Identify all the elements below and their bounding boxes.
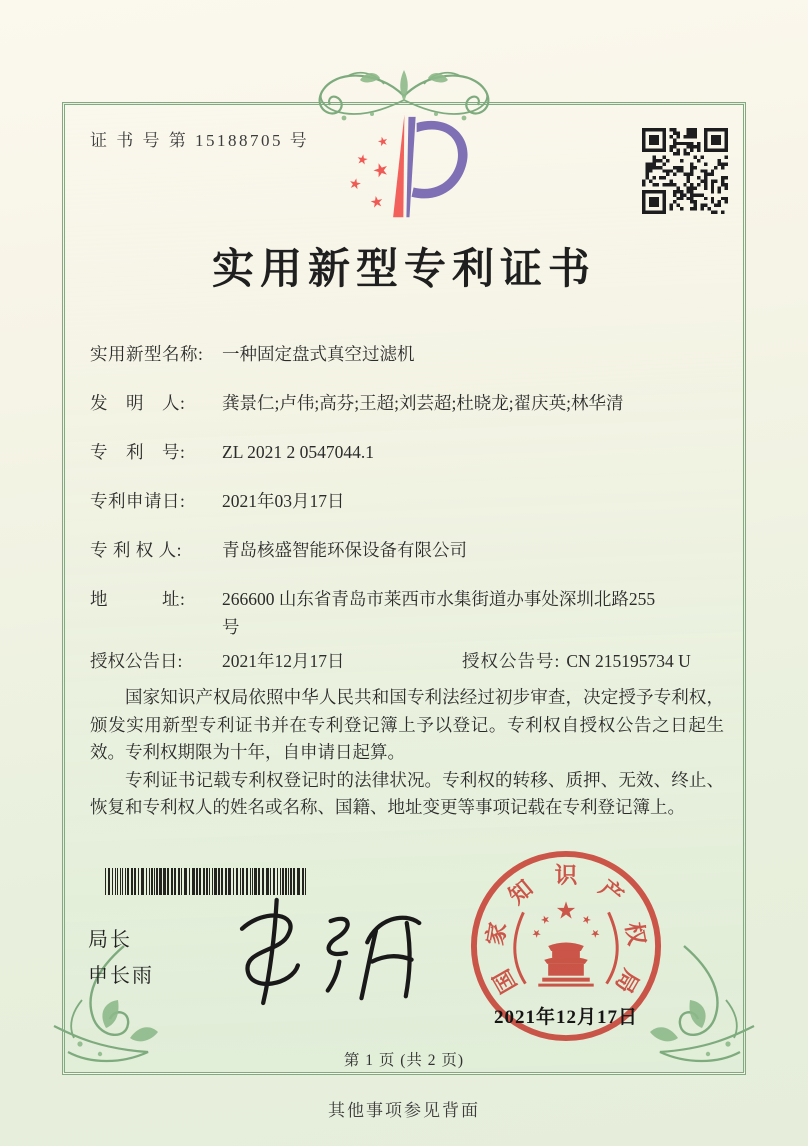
field-value: 青岛核盛智能环保设备有限公司 [222,540,467,560]
signer-title: 局长 [88,929,132,951]
field-label: 实用新型名称: [90,344,204,364]
cnipa-logo [346,108,474,224]
certificate-title: 实用新型专利证书 [211,247,596,293]
certificate-number: 证 书 号 第 15188705 号 [90,131,310,150]
seal-date: 2021年12月17日 [493,1007,638,1028]
field-value: ZL 2021 2 0547044.1 [222,442,374,462]
svg-text:知: 知 [504,875,538,910]
legal-text [90,684,724,822]
legal-paragraph-1: 国家知识产权局依照中华人民共和国专利法经过初步审查，决定授予专利权，颁发实用新型专利证书并在专利登记簿上予以登记。专利权自授权公告之日起生效。专利权期限为十年，自申请日起算。 [90,687,724,762]
logo-star-icon: ★ [347,175,363,194]
svg-text:产: 产 [594,875,628,910]
emblem-star-icon: ★ [579,911,594,928]
signer-block [88,922,154,994]
emblem-star-icon: ★ [587,925,604,942]
logo-star-icon: ★ [375,133,390,150]
field-label: 发 明 人: [90,393,186,413]
field-value: 2021年03月17日 [222,491,345,511]
svg-text:国: 国 [488,965,522,998]
logo-star-icon: ★ [355,152,370,169]
signature-handwritten [215,890,427,1010]
field-row-patent-no [90,438,726,466]
field-row-name [90,340,726,368]
emblem-star-icon: ★ [528,925,545,942]
back-note: 其他事项参见背面 [328,1101,480,1120]
field-value: 一种固定盘式真空过滤机 [222,344,415,364]
grant-row [90,647,726,675]
logo-star-icon: ★ [368,191,386,213]
grant-no-label: 授权公告号: [462,651,561,671]
field-row-address [90,585,726,641]
field-label: 专 利 权 人: [90,540,182,560]
qr-code [642,128,728,214]
emblem-star-icon: ★ [538,911,553,928]
field-value: 龚景仁;卢伟;高芬;王超;刘芸超;杜晓龙;翟庆英;林华清 [222,393,624,413]
signer-name: 申长雨 [88,965,154,987]
field-row-filing-date [90,487,726,515]
grant-date-label: 授权公告日: [90,651,183,671]
field-row-inventors [90,389,726,417]
field-label: 专 利 号: [90,442,186,462]
field-label: 专利申请日: [90,491,186,511]
page-number: 第 1 页 (共 2 页) [343,1052,465,1069]
field-label: 地 址: [90,589,186,609]
grant-date-value: 2021年12月17日 [222,651,345,671]
grant-no-value: CN 215195734 U [566,651,691,671]
svg-text:家: 家 [482,920,512,948]
svg-text:权: 权 [620,920,650,948]
svg-text:识: 识 [554,863,578,889]
svg-text:局: 局 [610,965,644,998]
fields-block [90,340,726,675]
legal-paragraph-2: 专利证书记载专利权登记时的法律状况。专利权的转移、质押、无效、终止、恢复和专利权人的姓名或名称、国籍、地址变更等事项记载在专利登记簿上。 [90,769,724,817]
field-row-patentee [90,536,726,564]
emblem-star-icon: ★ [555,896,577,925]
logo-star-icon: ★ [369,158,393,184]
field-value: 266600 山东省青岛市莱西市水集街道办事处深圳北路255 号 [222,589,656,637]
